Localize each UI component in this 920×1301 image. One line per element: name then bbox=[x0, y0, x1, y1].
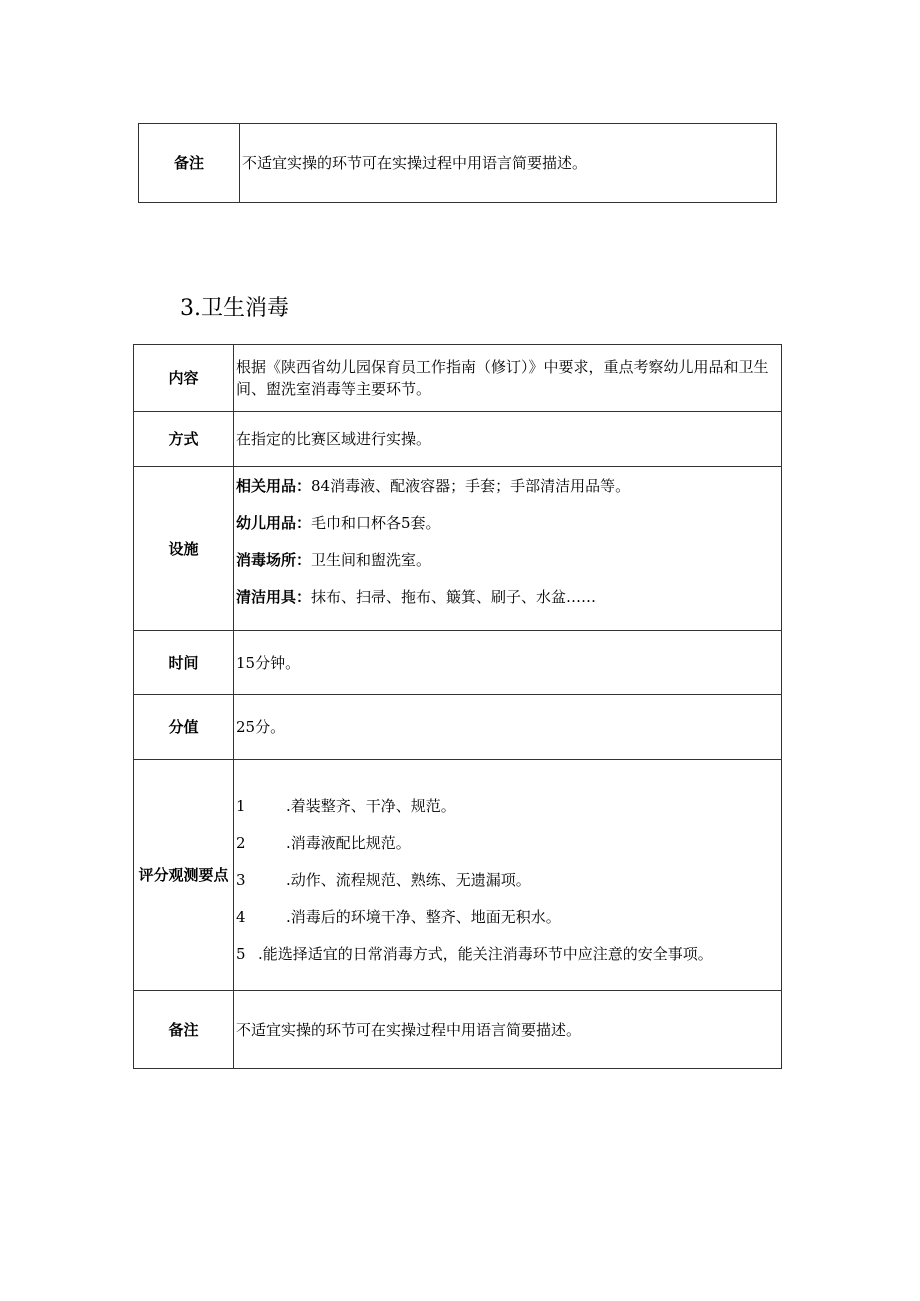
table-row bbox=[134, 412, 782, 467]
facility-item bbox=[236, 475, 779, 497]
criteria-text: .动作、流程规范、熟练、无遗漏项。 bbox=[286, 871, 531, 889]
criteria-text: .着装整齐、干净、规范。 bbox=[286, 797, 456, 815]
remarks-value: 不适宜实操的环节可在实操过程中用语言简要描述。 bbox=[234, 991, 782, 1069]
facility-term: 消毒场所： bbox=[236, 551, 312, 569]
remarks-label: 备注 bbox=[139, 124, 240, 203]
criteria-item bbox=[236, 943, 779, 965]
score-label: 分值 bbox=[134, 695, 234, 760]
method-value: 在指定的比赛区域进行实操。 bbox=[234, 412, 782, 467]
facility-item bbox=[236, 512, 779, 534]
criteria-item bbox=[236, 832, 779, 854]
table-row bbox=[134, 345, 782, 412]
table-row bbox=[134, 631, 782, 695]
content-value: 根据《陕西省幼儿园保育员工作指南（修订）》中要求，重点考察幼儿用品和卫生间、盥洗室消毒等主要环节。 bbox=[234, 345, 782, 412]
time-value: 15分钟。 bbox=[234, 631, 782, 695]
criteria-label: 评分观测要点 bbox=[134, 760, 234, 991]
facility-term: 幼儿用品： bbox=[236, 514, 312, 532]
criteria-item bbox=[236, 795, 779, 817]
facility-item bbox=[236, 549, 779, 571]
criteria-number: 4 bbox=[236, 908, 246, 926]
facility-text: 卫生间和盥洗室。 bbox=[311, 551, 432, 569]
criteria-list bbox=[234, 760, 782, 991]
time-label: 时间 bbox=[134, 631, 234, 695]
criteria-text: .能选择适宜的日常消毒方式，能关注消毒环节中应注意的安全事项。 bbox=[258, 945, 713, 963]
table-row bbox=[134, 467, 782, 631]
criteria-number: 1 bbox=[236, 797, 246, 815]
facility-term: 清洁用具： bbox=[236, 588, 312, 606]
criteria-item bbox=[236, 906, 779, 928]
facility-term: 相关用品： bbox=[236, 477, 312, 495]
criteria-number: 5 bbox=[236, 945, 246, 963]
table-row bbox=[134, 991, 782, 1069]
content-label: 内容 bbox=[134, 345, 234, 412]
facility-text: 毛巾和口杯各5套。 bbox=[311, 514, 441, 532]
table-row bbox=[134, 760, 782, 991]
hygiene-disinfection-table bbox=[133, 344, 782, 1069]
facilities-list bbox=[234, 467, 782, 631]
criteria-number: 3 bbox=[236, 871, 246, 889]
remarks-label: 备注 bbox=[134, 991, 234, 1069]
criteria-number: 2 bbox=[236, 834, 246, 852]
remarks-value: 不适宜实操的环节可在实操过程中用语言简要描述。 bbox=[240, 124, 777, 203]
criteria-text: .消毒后的环境干净、整齐、地面无积水。 bbox=[286, 908, 561, 926]
facilities-label: 设施 bbox=[134, 467, 234, 631]
section-heading: 3.卫生消毒 bbox=[180, 296, 289, 321]
facility-item bbox=[236, 586, 779, 608]
method-label: 方式 bbox=[134, 412, 234, 467]
table-row bbox=[134, 695, 782, 760]
score-value: 25分。 bbox=[234, 695, 782, 760]
remarks-table-top bbox=[138, 123, 777, 203]
criteria-item bbox=[236, 869, 779, 891]
criteria-text: .消毒液配比规范。 bbox=[286, 834, 411, 852]
facility-text: 抹布、扫帚、拖布、簸箕、刷子、水盆…… bbox=[311, 588, 597, 606]
facility-text: 84消毒液、配液容器；手套；手部清洁用品等。 bbox=[311, 477, 631, 495]
table-row bbox=[139, 124, 777, 203]
